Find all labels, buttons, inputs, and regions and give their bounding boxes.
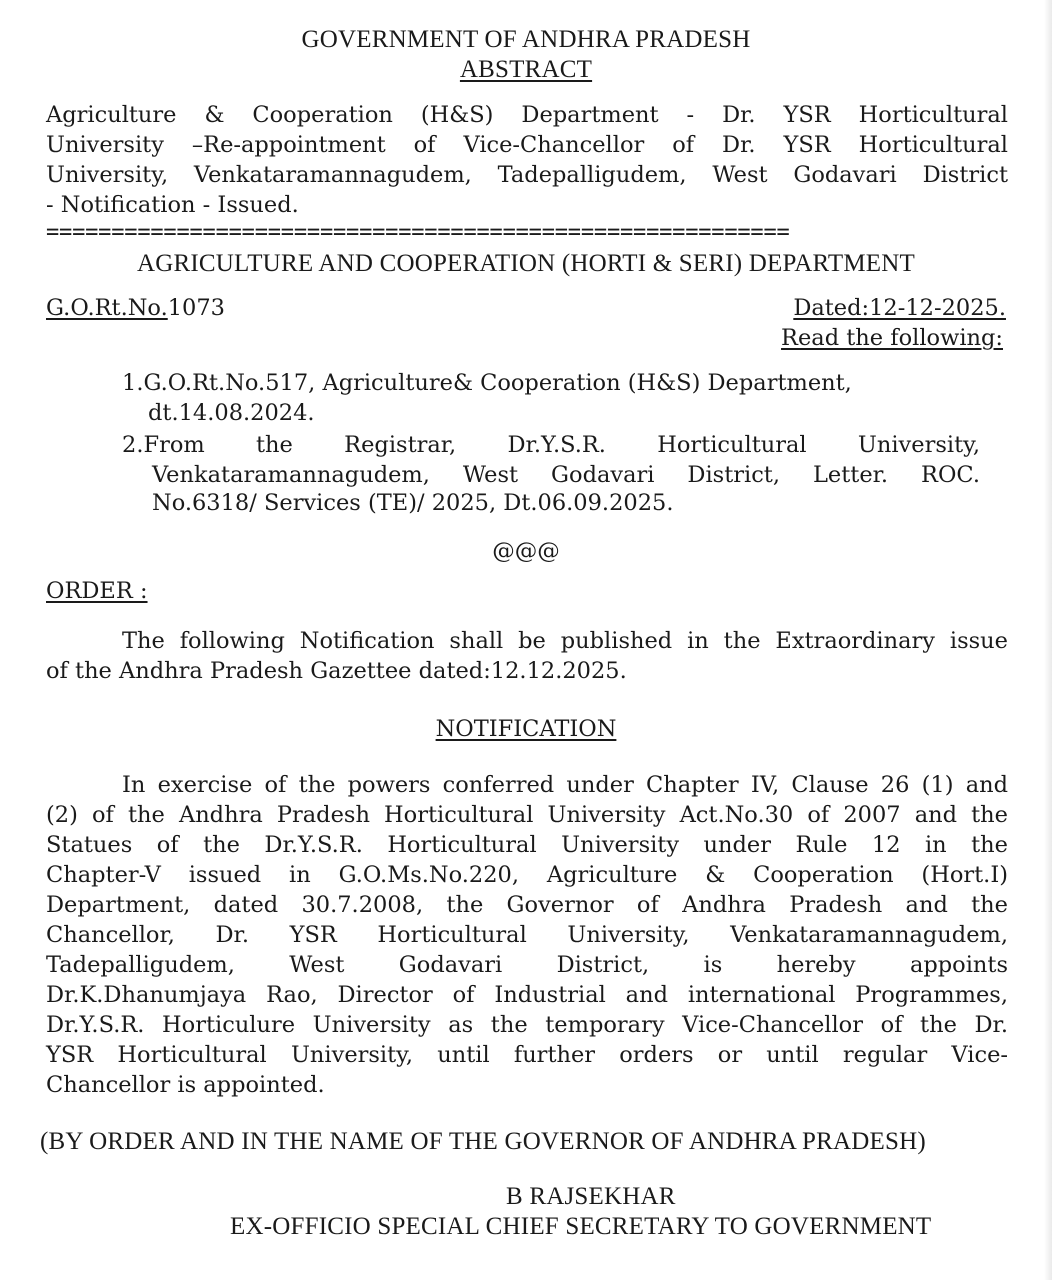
go-dated: Dated:12-12-2025. bbox=[793, 295, 1006, 321]
order-line-1: The following Notification shall be published in the Extraordinary issue bbox=[122, 628, 1008, 654]
notification-line-9: Dr.Y.S.R. Horticulure University as the temporary Vice-Chancellor of the Dr. bbox=[46, 1012, 1008, 1038]
go-label: G.O.Rt.No. bbox=[46, 295, 168, 321]
subject-line-3: University, Venkataramannagudem, Tadepalligudem, West Godavari District bbox=[46, 162, 1008, 188]
reference-2-line-2: Venkataramannagudem, West Godavari District, Letter. ROC. bbox=[152, 462, 980, 488]
notification-line-7: Tadepalligudem, West Godavari District, is hereby appoints bbox=[46, 952, 1008, 978]
subject-paragraph bbox=[46, 100, 1008, 220]
go-number bbox=[46, 295, 225, 321]
read-the-following: Read the following: bbox=[781, 325, 1003, 351]
by-order-line: (BY ORDER AND IN THE NAME OF THE GOVERNOR OF ANDHRA PRADESH) bbox=[40, 1128, 926, 1155]
subject-line-2: University –Re-appointment of Vice-Chancellor of Dr. YSR Horticultural bbox=[46, 132, 1008, 158]
notification-heading-wrap bbox=[0, 716, 1052, 742]
notification-line-10: YSR Horticultural University, until further orders or until regular Vice- bbox=[46, 1042, 1008, 1068]
reference-1-line-2: dt.14.08.2024. bbox=[148, 400, 315, 426]
abstract-heading: ABSTRACT bbox=[459, 56, 593, 83]
department-title: AGRICULTURE AND COOPERATION (HORTI & SERI) DEPARTMENT bbox=[137, 250, 915, 277]
notification-heading: NOTIFICATION bbox=[435, 716, 617, 742]
notification-paragraph bbox=[46, 770, 1008, 1100]
notification-line-4: Chapter-V issued in G.O.Ms.No.220, Agriculture & Cooperation (Hort.I) bbox=[46, 862, 1008, 888]
subject-line-4: - Notification - Issued. bbox=[46, 192, 299, 218]
abstract-heading-wrap bbox=[0, 56, 1052, 84]
go-number-value: 1073 bbox=[167, 295, 225, 321]
notification-line-11: Chancellor is appointed. bbox=[46, 1072, 325, 1098]
notification-line-2: (2) of the Andhra Pradesh Horticultural University Act.No.30 of 2007 and the bbox=[46, 802, 1008, 828]
separator-line: ========================================================= bbox=[46, 220, 790, 245]
reference-2-line-1: 2.From the Registrar, Dr.Y.S.R. Horticultural University, bbox=[122, 432, 980, 458]
page-edge-shadow bbox=[1044, 0, 1052, 1280]
notification-line-1: In exercise of the powers conferred under Chapter IV, Clause 26 (1) and bbox=[122, 772, 1008, 798]
order-line-2: of the Andhra Pradesh Gazettee dated:12.12.2025. bbox=[46, 658, 627, 684]
reference-2-line-3: No.6318/ Services (TE)/ 2025, Dt.06.09.2025. bbox=[152, 490, 674, 516]
notification-line-8: Dr.K.Dhanumjaya Rao, Director of Industrial and international Programmes, bbox=[46, 982, 1008, 1008]
notification-line-6: Chancellor, Dr. YSR Horticultural University, Venkataramannagudem, bbox=[46, 922, 1008, 948]
subject-line-1: Agriculture & Cooperation (H&S) Department - Dr. YSR Horticultural bbox=[46, 102, 1008, 128]
notification-line-5: Department, dated 30.7.2008, the Governor of Andhra Pradesh and the bbox=[46, 892, 1008, 918]
notification-line-3: Statues of the Dr.Y.S.R. Horticultural University under Rule 12 in the bbox=[46, 832, 1008, 858]
signatory-name: B RAJSEKHAR bbox=[506, 1183, 676, 1210]
signatory-title: EX-OFFICIO SPECIAL CHIEF SECRETARY TO GOVERNMENT bbox=[230, 1213, 932, 1240]
divider-symbol: @@@ bbox=[492, 538, 560, 564]
order-heading: ORDER : bbox=[46, 578, 148, 604]
reference-1-line-1: 1.G.O.Rt.No.517, Agriculture& Cooperation (H&S) Department, bbox=[122, 370, 852, 396]
government-title: GOVERNMENT OF ANDHRA PRADESH bbox=[301, 26, 751, 53]
